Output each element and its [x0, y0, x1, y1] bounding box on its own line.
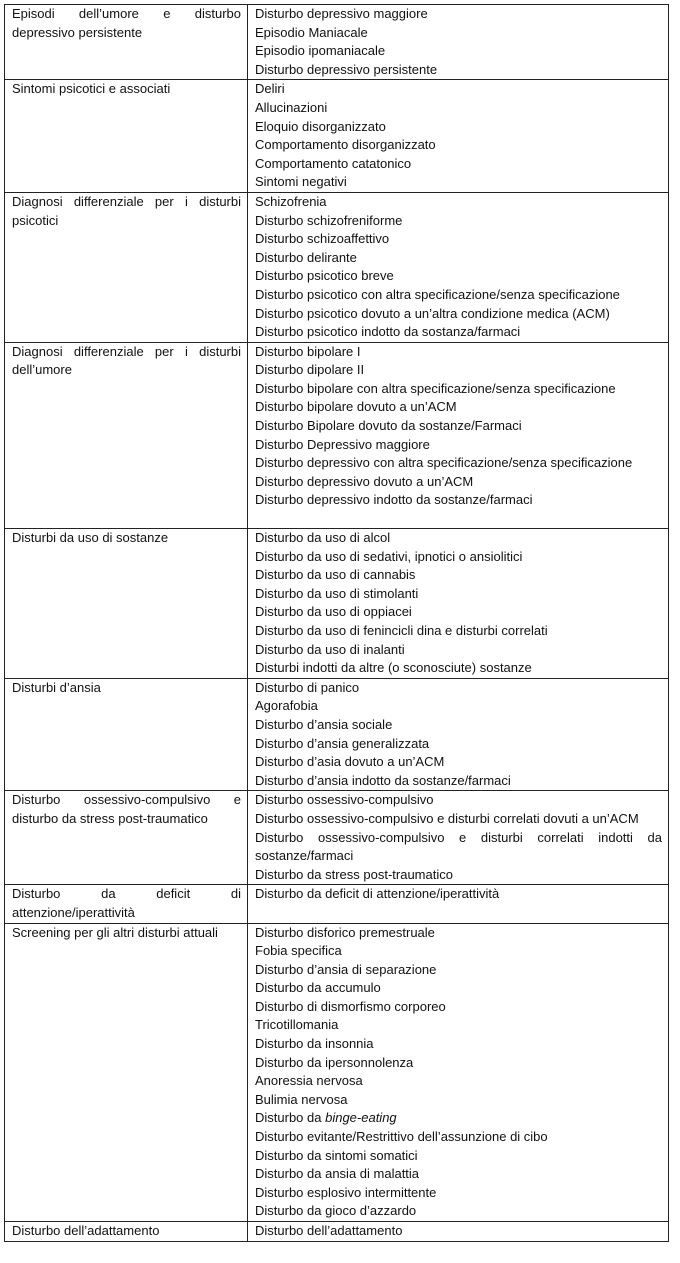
list-item: Disturbo dell’adattamento: [255, 1223, 403, 1238]
list-item: Disturbo psicotico breve: [255, 268, 394, 284]
list-item: Disturbo psicotico dovuto a un’altra condizione medica (ACM): [255, 305, 610, 321]
table-body: [5, 5, 669, 1242]
list-item: Disturbo da ipersonnolenza: [255, 1054, 414, 1070]
table-row: [5, 342, 669, 528]
list-item: Disturbo da sintomi somatici: [255, 1147, 418, 1163]
category-cell: Disturbo dell’adattamento: [5, 1222, 248, 1242]
table-row: [5, 923, 669, 1222]
list-item: Disturbo Depressivo maggiore: [255, 436, 430, 452]
list-item: Disturbo esplosivo intermittente: [255, 1184, 437, 1200]
list-item: Comportamento disorganizzato: [255, 137, 436, 153]
list-item: Disturbo evitante/Restrittivo dell’assunzione di cibo: [255, 1129, 548, 1145]
table-row: [5, 192, 669, 342]
list-item: Bulimia nervosa: [255, 1091, 348, 1107]
list-item: Disturbo d’ansia generalizzata: [255, 735, 430, 751]
items-cell: [248, 1222, 669, 1242]
list-item: Schizofrenia: [255, 193, 327, 209]
list-item: Disturbo da stress post-traumatico: [255, 866, 453, 882]
items-cell: [248, 5, 669, 80]
category-cell: Diagnosi differenziale per i disturbi psicotici: [5, 192, 248, 342]
list-item: Disturbo bipolare I: [255, 343, 361, 359]
list-item: Disturbo depressivo dovuto a un’ACM: [255, 473, 474, 489]
items-cell: [248, 192, 669, 342]
category-cell: Screening per gli altri disturbi attuali: [5, 923, 248, 1222]
list-item: Disturbo da uso di inalanti: [255, 641, 405, 657]
list-item: Disturbo psicotico con altra specificazione/senza specificazione: [255, 286, 620, 302]
list-item: Disturbo schizoaffettivo: [255, 231, 390, 247]
list-item: Fobia specifica: [255, 943, 342, 959]
list-item: Disturbo da uso di alcol: [255, 530, 391, 546]
list-item: Disturbo Bipolare dovuto da sostanze/Farmaci: [255, 418, 522, 434]
list-item: Disturbo da uso di oppiacei: [255, 604, 412, 620]
list-item: Agorafobia: [255, 698, 318, 714]
list-item: Disturbo da uso di stimolanti: [255, 585, 419, 601]
list-item: Episodio ipomaniacale: [255, 43, 386, 59]
list-item: Disturbo da gioco d’azzardo: [255, 1203, 417, 1219]
list-item: Disturbo da uso di cannabis: [255, 567, 416, 583]
list-item: Disturbo bipolare con altra specificazione/senza specificazione: [255, 380, 616, 396]
list-item: Disturbo ossessivo-compulsivo: [255, 792, 434, 808]
list-item: Disturbo di dismorfismo corporeo: [255, 998, 446, 1014]
list-item: Disturbo da ansia di malattia: [255, 1166, 420, 1182]
list-item: Disturbo da uso di sedativi, ipnotici o ansiolitici: [255, 548, 523, 564]
list-item: Disturbo delirante: [255, 249, 357, 265]
items-cell: [248, 791, 669, 885]
diagnosis-table: [4, 4, 669, 1242]
table-row: [5, 1222, 669, 1242]
list-item: Disturbi indotti da altre (o sconosciute) sostanze: [255, 660, 532, 676]
category-cell: Diagnosi differenziale per i disturbi dell’umore: [5, 342, 248, 528]
list-item: Disturbo d’ansia di separazione: [255, 961, 437, 977]
category-cell: Disturbi d’ansia: [5, 678, 248, 791]
list-item: Disturbo da uso di fenincicli dina e disturbi correlati: [255, 623, 548, 638]
table-row: [5, 80, 669, 193]
list-item: Disturbo depressivo indotto da sostanze/farmaci: [255, 492, 533, 508]
list-item: Disturbo di panico: [255, 679, 360, 695]
list-item: Disturbo d’ansia sociale: [255, 716, 393, 732]
items-cell: [248, 529, 669, 679]
list-item: Anoressia nervosa: [255, 1073, 363, 1089]
items-cell: [248, 80, 669, 193]
category-cell: Episodi dell’umore e disturbo depressivo persistente: [5, 5, 248, 80]
list-item: Disturbo ossessivo-compulsivo e disturbi correlati indotti da sostanze/farmaci: [255, 829, 662, 864]
list-item: Sintomi negativi: [255, 174, 347, 190]
items-cell: [248, 678, 669, 791]
list-item: Disturbo depressivo con altra specificazione/senza specificazione: [255, 455, 633, 471]
table-row: [5, 791, 669, 885]
list-item: Disturbo da deficit di attenzione/iperattività: [255, 886, 500, 902]
category-cell: Disturbo ossessivo-compulsivo e disturbo da stress post-traumatico: [5, 791, 248, 885]
list-item: Disturbo da accumulo: [255, 980, 381, 996]
list-item: Allucinazioni: [255, 99, 328, 115]
items-cell: [248, 342, 669, 528]
table-row: [5, 5, 669, 80]
list-item: Disturbo schizofreniforme: [255, 212, 403, 228]
list-item: Disturbo ossessivo-compulsivo e disturbi correlati dovuti a un’ACM: [255, 810, 639, 826]
table-row: [5, 529, 669, 679]
list-item: Disturbo dipolare II: [255, 362, 365, 378]
category-cell: Disturbo da deficit di attenzione/iperattività: [5, 885, 248, 923]
items-cell: [248, 885, 669, 923]
list-item: Disturbo da insonnia: [255, 1036, 374, 1052]
list-item: Disturbo bipolare dovuto a un’ACM: [255, 399, 457, 415]
list-item: Eloquio disorganizzato: [255, 118, 386, 134]
list-item: Disturbo depressivo maggiore: [255, 6, 428, 21]
list-item: Disturbo da binge-eating: [255, 1110, 397, 1126]
list-item: Deliri: [255, 81, 285, 97]
items-cell: [248, 923, 669, 1222]
list-item: Disturbo d’ansia indotto da sostanze/farmaci: [255, 772, 511, 788]
list-item: Disturbo depressivo persistente: [255, 61, 438, 77]
list-item: Disturbo d’asia dovuto a un’ACM: [255, 754, 445, 770]
list-item: Disturbo psicotico indotto da sostanza/farmaci: [255, 324, 521, 340]
list-item: Comportamento catatonico: [255, 155, 412, 171]
category-cell: Sintomi psicotici e associati: [5, 80, 248, 193]
table-row: [5, 678, 669, 791]
list-item: Episodio Maniacale: [255, 24, 368, 40]
table-row: [5, 885, 669, 923]
category-cell: Disturbi da uso di sostanze: [5, 529, 248, 679]
list-item: Disturbo disforico premestruale: [255, 924, 435, 940]
list-item: Tricotillomania: [255, 1017, 339, 1033]
